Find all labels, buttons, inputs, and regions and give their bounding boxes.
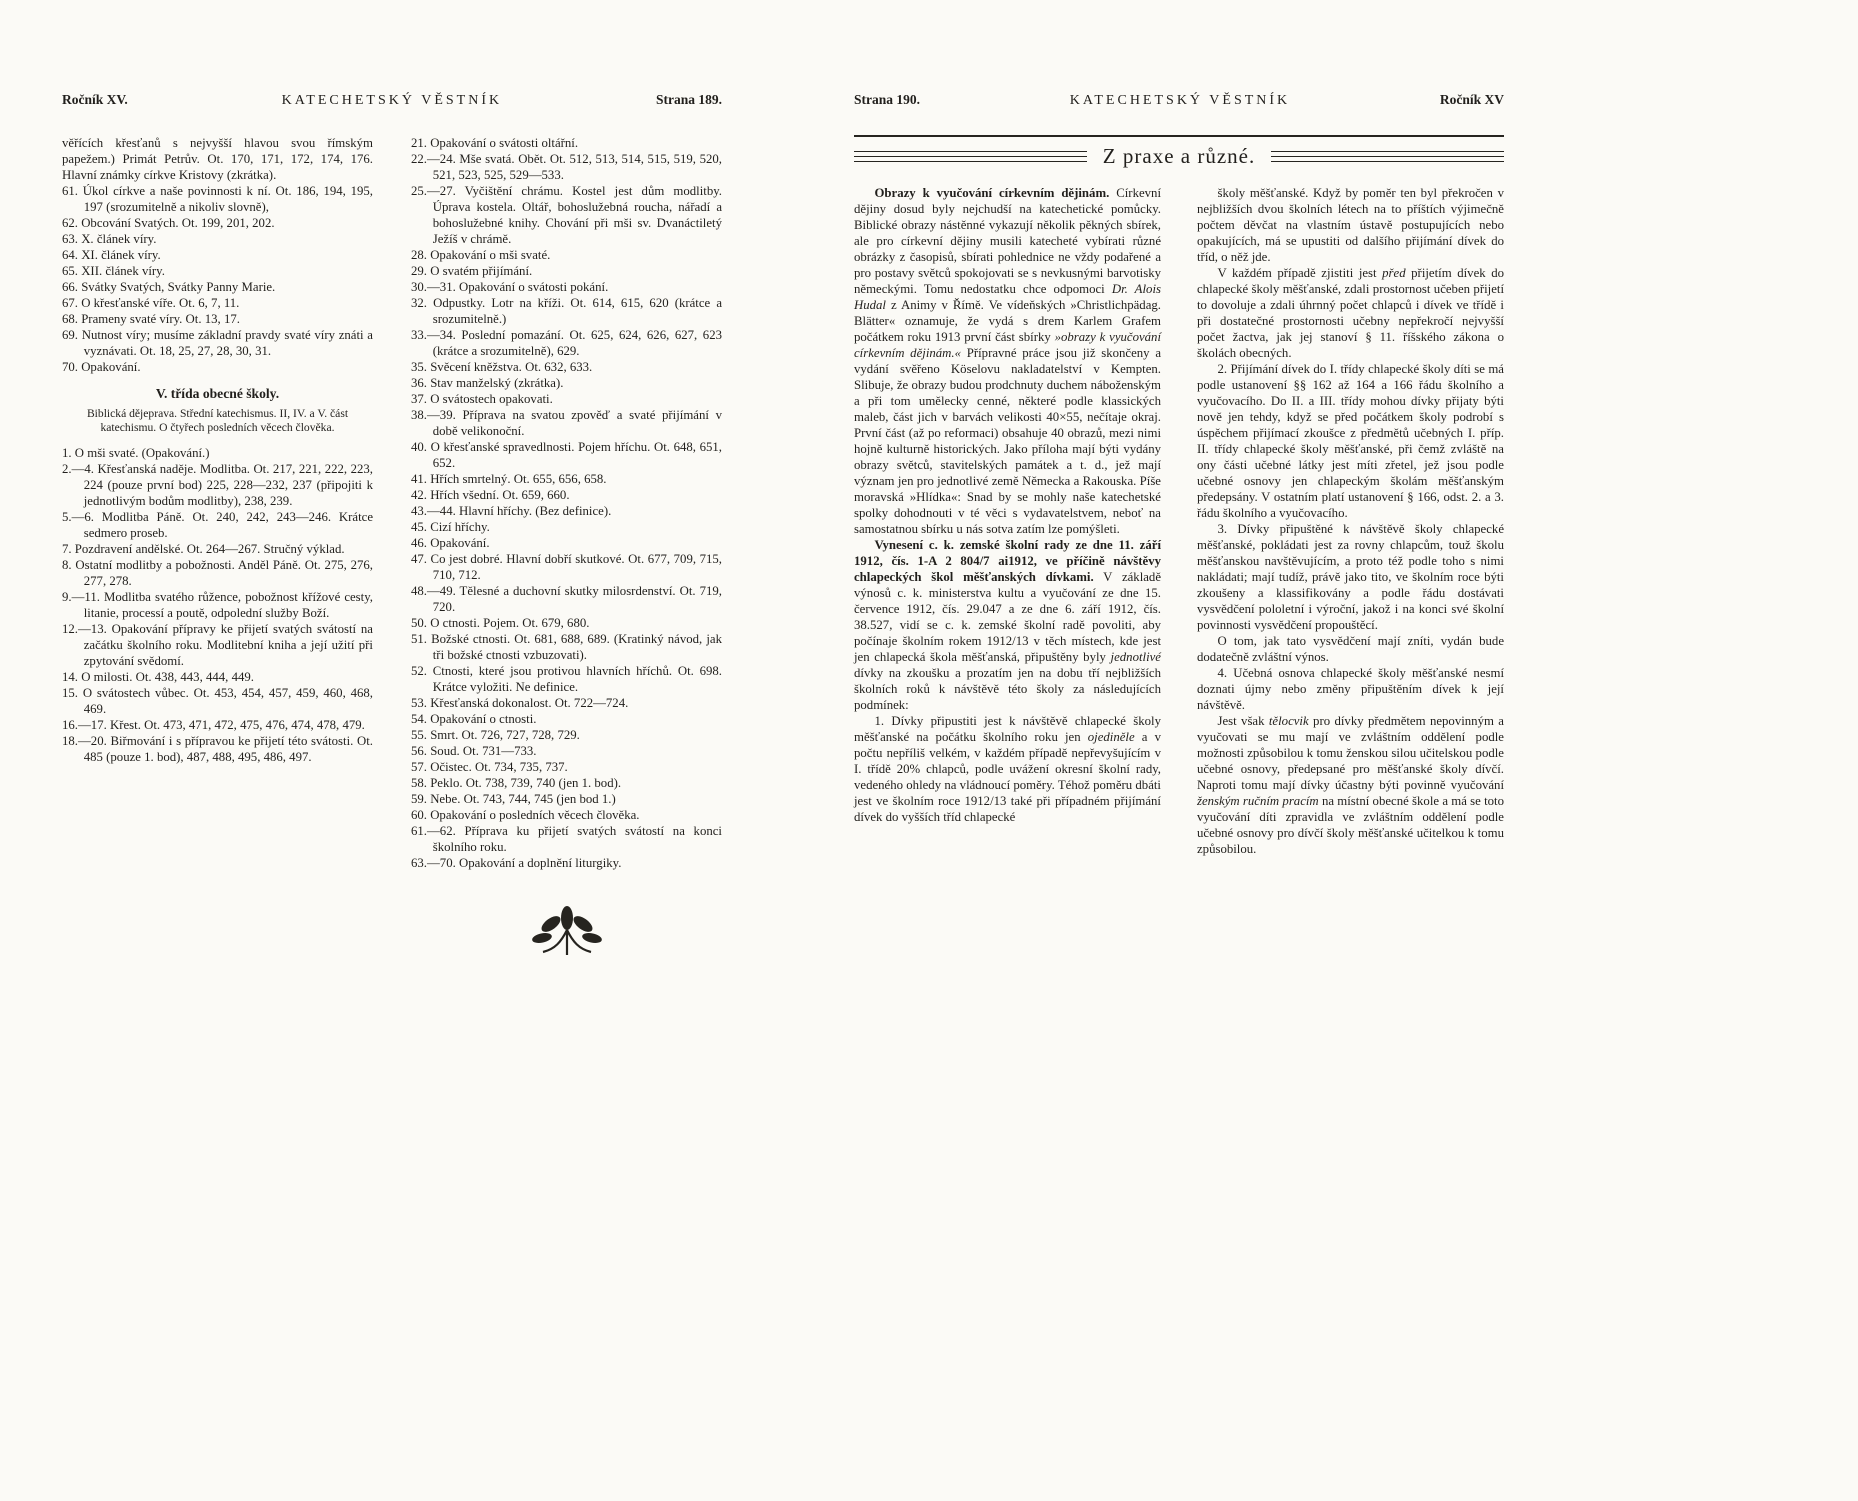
index-entry: 37. O svátostech opakovati.: [411, 392, 553, 406]
paragraph: V každém případě zjistiti jest před přijetím dívek do chlapecké školy měšťanské, zdali prostornost učeben přijetí to dovoluje a zdali úhrnný počet chlapců i dívek ve třídě i při dostatečné prostornosti učebny nepřekročí nejvyšší počet žactva, jak jej stanoví § 11. říšského zákona o školách obecných.: [1197, 266, 1504, 360]
index-entry: 58. Peklo. Ot. 738, 739, 740 (jen 1. bod).: [411, 776, 622, 790]
article-column: [1197, 185, 1504, 857]
volume-label: Ročník XV: [1439, 92, 1504, 107]
page-189-column-1: [62, 135, 373, 963]
index-entry: 69. Nutnost víry; musíme základní pravdy svaté víry znáti a vyznávati. Ot. 18, 25, 27, 28, 30, 31.: [62, 328, 373, 358]
index-entry: 43.—44. Hlavní hříchy. (Bez definice).: [411, 504, 612, 518]
section-title-band: [854, 135, 1504, 169]
index-entry: 59. Nebe. Ot. 743, 744, 745 (jen bod 1.): [411, 792, 616, 806]
index-entry: 45. Cizí hříchy.: [411, 520, 490, 534]
index-entry: 32. Odpustky. Lotr na kříži. Ot. 614, 615, 620 (krátce a srozumitelně.): [411, 296, 722, 326]
page-190-column-1: [854, 185, 1161, 857]
index-entry: 62. Obcování Svatých. Ot. 199, 201, 202.: [62, 216, 275, 230]
paragraph: 2. Přijímání dívek do I. třídy chlapecké školy díti se má podle ustanovení §§ 162 až 164 a 166 řádu školního a vyučovacího. Do II. a III. třídy mohou dívky přijaty býti nově jen tehdy, když se před počátkem školy podrobí s úspěchem přijímací zkoušce z předmětů učebných I. příp. II. třídy chlapecké školy měšťanské, při čemž zvláště na ony části učebné látky jest míti zřetel, jež jsou podle učebné osnovy jen chlapeckým školám měšťanským předepsány. V ostatním platí ustanovení § 166, odst. 2. a 3. řádu školního a vyučovacího.: [1197, 362, 1504, 520]
index-entry: 68. Prameny svaté víry. Ot. 13, 17.: [62, 312, 240, 326]
index-entry: 53. Křesťanská dokonalost. Ot. 722—724.: [411, 696, 629, 710]
page-190-running-head: [854, 92, 1504, 109]
index-entry: 29. O svatém přijímání.: [411, 264, 533, 278]
volume-label: Ročník XV.: [62, 92, 128, 107]
index-entry: 9.—11. Modlitba svatého růžence, pobožnost křížové cesty, litanie, processí a poutě, odpolední služby Boží.: [62, 589, 373, 620]
index-entry: 30.—31. Opakování o svátosti pokání.: [411, 280, 609, 294]
index-entry: 8. Ostatní modlitby a pobožnosti. Anděl Páně. Ot. 275, 276, 277, 278.: [62, 557, 373, 588]
floral-ornament-icon: [411, 905, 722, 963]
index-entry: 56. Soud. Ot. 731—733.: [411, 744, 537, 758]
index-entry: 21. Opakování o svátosti oltářní.: [411, 136, 579, 150]
index-entry: 18.—20. Biřmování i s přípravou ke přijetí této svátosti. Ot. 485 (pouze 1. bod), 487, 488, 495, 486, 497.: [62, 733, 373, 764]
index-entry: 63. X. článek víry.: [62, 232, 157, 246]
index-entry: 61.—62. Příprava ku přijetí svatých svátostí na konci školního roku.: [411, 824, 722, 854]
index-entry: 41. Hřích smrtelný. Ot. 655, 656, 658.: [411, 472, 607, 486]
paragraph: Obrazy k vyučování církevním dějinám. Církevní dějiny dosud byly nejchudší na katechetické pomůcky. Biblické obrazy nástěnné vykazují několik pěkných sbírek, ale pro církevní dějiny musili katecheté vybírati různé obrázky z časopisů, sbírati pohlednice ne vždy podařené a pro postavy světců spokojovati se s nevkusnými barvotisky německými. Tomu nedostatku chce odpomoci Dr. Alois Hudal z Animy v Římě. Ve vídeňských »Christlichpädag. Blätter« oznamuje, že vydá s drem Karlem Grafem počátkem roku 1913 první část sbírky »obrazy k vyučování církevním dějinám.« Přípravné práce jsou již skončeny a vydání svěřeno Köselovu nakladatelství v Kempten. Slibuje, že obrazy budou prodchnuty duchem náboženským a při tom umělecky cenné, některé podle klassických maleb, část jich v barvách velikosti 40×55, nečítaje okraj. První část (až po reformaci) obsahuje 40 obrazů, mezi nimi hojně kulturně historických. Jako příloha mají býti vydány obrazy světců, stavitelských památek a t. d., jež mají význam jen pro jednotlivé země Německa a Rakouska. Píše moravská »Hlídka«: Snad by se mohly naše katechetské spolky dohodnouti v té věci s vydavatelstvem, neboť na samostatnou sbírku u nás sotva zatím lze pomýšleti.: [854, 186, 1162, 536]
rule-decoration-right: [1271, 151, 1504, 162]
index-entry: 64. XI. článek víry.: [62, 248, 161, 262]
page-189-columns: [62, 135, 722, 963]
index-entry: 67. O křesťanské víře. Ot. 6, 7, 11.: [62, 296, 240, 310]
index-entry: 22.—24. Mše svatá. Obět. Ot. 512, 513, 514, 515, 519, 520, 521, 523, 525, 529—533.: [411, 152, 722, 182]
index-entry: 2.—4. Křesťanská naděje. Modlitba. Ot. 217, 221, 222, 223, 224 (pouze první bod) 225, 228—232, 237 (připojiti k jednotlivým bodům modlitby), 238, 239.: [62, 461, 373, 508]
page-190-columns: [854, 185, 1504, 857]
index-entry: 63.—70. Opakování a doplnění liturgiky.: [411, 856, 622, 870]
index-entry: 61. Úkol církve a naše povinnosti k ní. Ot. 186, 194, 195, 197 (srozumitelně a nikoliv slovně),: [62, 184, 373, 214]
index-entry: 25.—27. Vyčištění chrámu. Kostel jest dům modlitby. Úprava kostela. Oltář, bohoslužebná roucha, nářadí a bohoslužebné knihy. Chování při mši sv. Dvanáctiletý Ježíš v chrámě.: [411, 184, 722, 246]
page-189-running-head: [62, 92, 722, 109]
article-column: [854, 185, 1161, 825]
paragraph: 1. Dívky připustiti jest k návštěvě chlapecké školy měšťanské na počátku školního roku jen ojediněle a v počtu nepříliš velkém, v každém případě nepřevyšujícím v I. třídě 20% chlapců, podle uvážení okresní školní rady, vedeného ohledy na vládnoucí poměry. Téhož poměru dbáti jest ve školním roce 1912/13 také při případném přijímání dívek do vyšších tříd chlapecké: [854, 714, 1161, 824]
index-entry: 16.—17. Křest. Ot. 473, 471, 472, 475, 476, 474, 478, 479.: [62, 717, 365, 732]
paragraph: Jest však tělocvik pro dívky předmětem nepovinným a vyučovati se mu mají ve zvláštním oddělení podle možnosti způsobilou k tomu ženskou silou učitelskou podle učebné osnovy, předepsané pro měšťanské školy dívčí. Naproti tomu mají dívky účastny býti povinně vyučování ženským ručním pracím na místní obecné škole a má se toto vyučování díti zpravidla ve zvláštním oddělení podle učebné osnovy pro dívčí školy měšťanské učitelkou k tomu způsobilou.: [1197, 714, 1504, 856]
paragraph: 3. Dívky připuštěné k návštěvě školy chlapecké měšťanské, pokládati jest za rovny chlapcům, touž školu měšťanskou navštěvujícím, a proto též podle toho s nimi nakládati; mají tudíž, právě jako tito, ve školním roce býti zkoušeny a klassifikovány a podle řádu dostávati vysvědčení pololetní i výroční, jakož i na konci své školní povinnosti vysvědčení propouštěcí.: [1197, 522, 1504, 632]
index-entry: 35. Svěcení kněžstva. Ot. 632, 633.: [411, 360, 593, 374]
index-entry: 57. Očistec. Ot. 734, 735, 737.: [411, 760, 568, 774]
index-entry: 50. O ctnosti. Pojem. Ot. 679, 680.: [411, 616, 590, 630]
section-note: Biblická dějeprava. Střední katechismus. II, IV. a V. část katechismu. O čtyřech posledních věcech člověka.: [86, 407, 349, 435]
index-list: [62, 183, 373, 375]
index-entry: 12.—13. Opakování přípravy ke přijetí svatých svátostí na začátku školního roku. Modlitební kniha a její užití při zpytování svědomí.: [62, 621, 373, 668]
index-entry: 36. Stav manželský (zkrátka).: [411, 376, 564, 390]
index-entry: 47. Co jest dobré. Hlavní dobří skutkové. Ot. 677, 709, 715, 710, 712.: [411, 552, 722, 582]
paragraph: Vynesení c. k. zemské školní rady ze dne 11. září 1912, čís. 1-A 2 804/7 ai1912, ve příčině návštěvy chlapeckých škol měšťanských dívkami. V základě výnosů c. k. ministerstva kultu a vyučování ze dne 15. července 1912, čís. 29.047 a ze dne 6. září 1912, čís. 38.527, vidí se c. k. zemské školní radě povoliti, aby počínaje školním rokem 1912/13 v těch místech, kde jest jen chlapecká škola měšťanská, připuštěny byly jednotlivé dívky na zkoušku a prozatím jen na dobu tří nejbližších školních roků k návštěvě této školy za následujících podmínek:: [854, 538, 1162, 712]
index-entry: 15. O svátostech vůbec. Ot. 453, 454, 457, 459, 460, 468, 469.: [62, 685, 373, 716]
index-entry: 48.—49. Tělesné a duchovní skutky milosrdenství. Ot. 719, 720.: [411, 584, 722, 614]
horizontal-rule: [854, 135, 1504, 137]
rule-decoration-left: [854, 151, 1087, 162]
index-entry: 38.—39. Příprava na svatou zpověď a svaté přijímání v době velikonoční.: [411, 408, 722, 438]
paragraph: O tom, jak tato vysvědčení mají zníti, vydán bude dodatečně zvláštní výnos.: [1197, 634, 1504, 664]
index-entry: 66. Svátky Svatých, Svátky Panny Marie.: [62, 280, 276, 294]
index-entry: 70. Opakování.: [62, 360, 141, 374]
page-190: [854, 92, 1504, 857]
index-list: [411, 135, 722, 871]
page-number: Strana 189.: [655, 92, 722, 107]
index-list: [62, 445, 373, 765]
index-entry: 40. O křesťanské spravedlnosti. Pojem hříchu. Ot. 648, 651, 652.: [411, 440, 722, 470]
index-entry: 65. XII. článek víry.: [62, 264, 165, 278]
index-entry: 52. Ctnosti, které jsou protivou hlavních hříchů. Ot. 698. Krátce vyložiti. Ne definice.: [411, 664, 722, 694]
index-entry: 14. O milosti. Ot. 438, 443, 444, 449.: [62, 669, 254, 684]
index-entry: 28. Opakování o mši svaté.: [411, 248, 551, 262]
section-heading: V. třída obecné školy.: [155, 386, 280, 401]
index-entry: 51. Božské ctnosti. Ot. 681, 688, 689. (Kratinký návod, jak tři božské ctnosti vzbuzovati).: [411, 632, 722, 662]
index-entry: 54. Opakování o ctnosti.: [411, 712, 537, 726]
index-entry: 55. Smrt. Ot. 726, 727, 728, 729.: [411, 728, 580, 742]
page-190-column-2: [1197, 185, 1504, 857]
index-entry: 42. Hřích všední. Ot. 659, 660.: [411, 488, 570, 502]
page-number: Strana 190.: [854, 92, 921, 107]
journal-title: KATECHETSKÝ VĚSTNÍK: [1069, 93, 1291, 108]
index-entry: 7. Pozdravení andělské. Ot. 264—267. Stručný výklad.: [62, 541, 345, 556]
continued-paragraph: věřících křesťanů s nejvyšší hlavou svou římským papežem.) Primát Petrův. Ot. 170, 171, 172, 174, 176. Hlavní známky církve Kristovy (zkrátka).: [62, 136, 373, 182]
journal-title: KATECHETSKÝ VĚSTNÍK: [281, 93, 503, 108]
paragraph: školy měšťanské. Když by poměr ten byl překročen v nejbližších dvou školních létech na to příštích výjimečně počtem děvčat na vlastním ústavě postupujících nebo opakujících, má se upustiti od dalšího přijímání dívek do tříd, o něž jde.: [1197, 186, 1504, 264]
paragraph: 4. Učebná osnova chlapecké školy měšťanské nesmí doznati újmy nebo změny připuštěním dívek k její návštěvě.: [1197, 666, 1504, 712]
page-189: [62, 92, 722, 963]
index-entry: 5.—6. Modlitba Páně. Ot. 240, 242, 243—246. Krátce sedmero proseb.: [62, 509, 373, 540]
index-entry: 60. Opakování o posledních věcech člověka.: [411, 808, 640, 822]
index-entry: 46. Opakování.: [411, 536, 490, 550]
page-189-column-2: [411, 135, 722, 963]
index-entry: 33.—34. Poslední pomazání. Ot. 625, 624, 626, 627, 623 (krátce a srozumitelně), 629.: [411, 328, 722, 358]
index-entry: 1. O mši svaté. (Opakování.): [62, 445, 210, 460]
section-title: Z praxe a různé.: [1102, 144, 1256, 168]
